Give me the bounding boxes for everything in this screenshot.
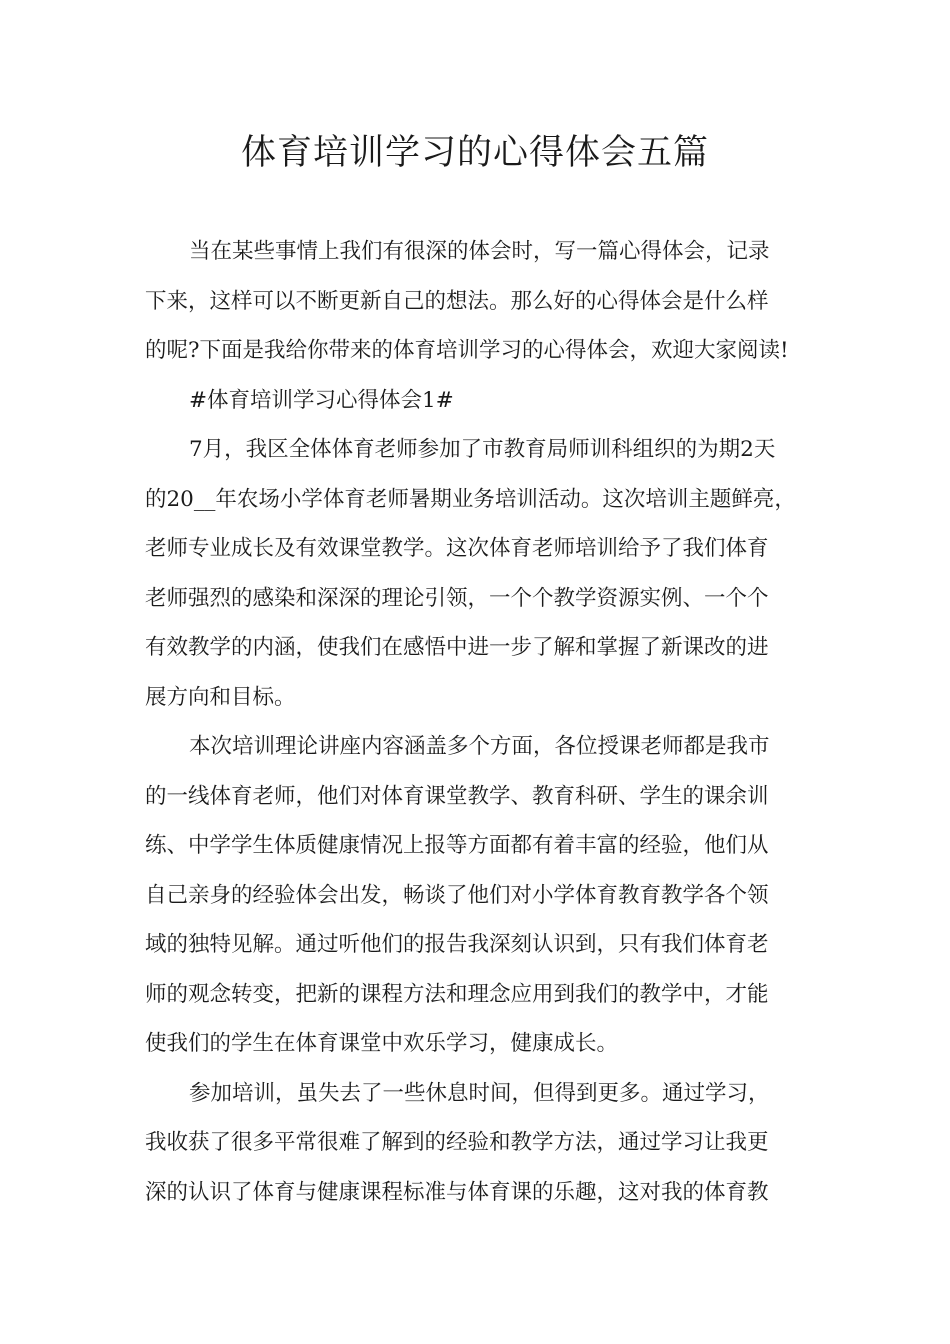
- text-line: 练、中学学生体质健康情况上报等方面都有着丰富的经验，他们从: [145, 833, 769, 858]
- text-line: 使我们的学生在体育课堂中欢乐学习，健康成长。: [145, 1031, 619, 1056]
- text-line: 自己亲身的经验体会出发，畅谈了他们对小学体育教育教学各个领: [145, 882, 769, 908]
- document-title: 体育培训学习的心得体会五篇: [240, 133, 709, 173]
- text-line: 7月，我区全体体育老师参加了市教育局师训科组织的为期2天: [189, 437, 776, 462]
- text-line: 有效教学的内涵，使我们在感悟中进一步了解和掌握了新课改的进: [145, 635, 769, 660]
- text-line: 展方向和目标。: [145, 684, 296, 710]
- text-line: 域的独特见解。通过听他们的报告我深刻认识到，只有我们体育老: [145, 932, 769, 957]
- text-line: 深的认识了体育与健康课程标准与体育课的乐趣，这对我的体育教: [145, 1179, 769, 1205]
- text-line: 当在某些事情上我们有很深的体会时，写一篇心得体会，记录: [189, 239, 770, 264]
- text-line: 师的观念转变，把新的课程方法和理念应用到我们的教学中，才能: [145, 981, 769, 1007]
- text-line: 老师专业成长及有效课堂教学。这次体育老师培训给予了我们体育: [145, 536, 769, 561]
- text-line: #体育培训学习心得体会1#: [189, 387, 454, 413]
- text-line: 的呢?下面是我给你带来的体育培训学习的心得体会，欢迎大家阅读!: [145, 338, 789, 363]
- text-line: 参加培训，虽失去了一些休息时间，但得到更多。通过学习，: [189, 1080, 770, 1106]
- text-line: 的一线体育老师，他们对体育课堂教学、教育科研、学生的课余训: [145, 783, 769, 809]
- text-line: 我收获了很多平常很难了解到的经验和教学方法，通过学习让我更: [145, 1130, 769, 1155]
- text-line: 的20__年农场小学体育老师暑期业务培训活动。这次培训主题鲜亮，: [145, 486, 796, 512]
- text-line: 本次培训理论讲座内容涵盖多个方面，各位授课老师都是我市: [189, 734, 770, 759]
- text-line: 下来，这样可以不断更新自己的想法。那么好的心得体会是什么样: [145, 288, 769, 314]
- document-body: [145, 227, 825, 1217]
- text-line: 老师强烈的感染和深深的理论引领，一个个教学资源实例、一个个: [145, 585, 769, 611]
